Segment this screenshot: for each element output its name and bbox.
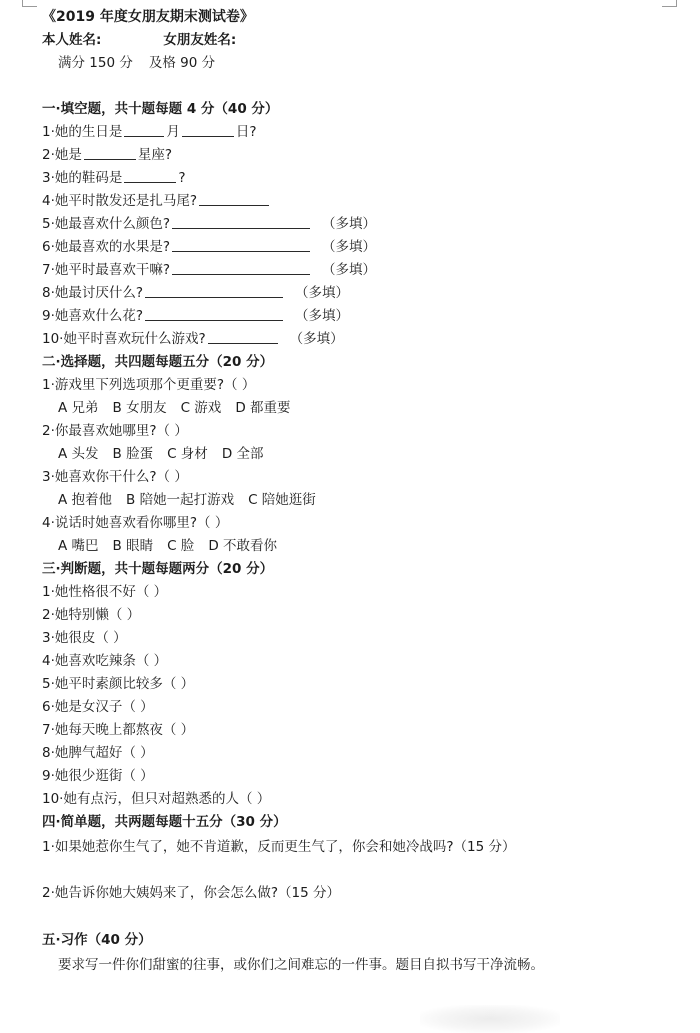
girlfriend-name-label: 女朋友姓名: [163, 32, 237, 48]
fill-question-8: 8·她最讨厌什么? （多填） [42, 285, 350, 301]
choice-options-4 [58, 537, 291, 555]
answer-blank[interactable] [172, 238, 310, 252]
option-c[interactable]: C 身材 [167, 446, 208, 462]
section3-heading: 三·判断题，共十题每题两分（20 分） [42, 561, 274, 577]
judge-question: 10·她有点污，但只对超熟悉的人（ ） [42, 791, 271, 807]
score-info [58, 54, 215, 72]
judge-question: 1·她性格很不好（ ） [42, 584, 168, 600]
choice-question-4: 4·说话时她喜欢看你哪里?（ ） [42, 515, 229, 531]
fill-question-1: 1·她的生日是 月 日? [42, 124, 257, 140]
option-a[interactable]: A 头发 [58, 446, 99, 462]
answer-blank[interactable] [172, 261, 310, 275]
section5-heading: 五·习作（40 分） [42, 932, 152, 948]
short-question-1: 1·如果她惹你生气了，她不肯道歉，反而更生气了，你会和她冷战吗?（15 分） [42, 839, 516, 855]
judge-question: 8·她脾气超好（ ） [42, 745, 154, 761]
option-c[interactable]: C 脸 [167, 538, 195, 554]
answer-blank[interactable] [172, 215, 310, 229]
option-a[interactable]: A 抱着他 [58, 492, 113, 508]
choice-options-1 [58, 399, 305, 417]
choice-question-3: 3·她喜欢你干什么?（ ） [42, 469, 188, 485]
option-b[interactable]: B 女朋友 [112, 400, 167, 416]
answer-blank[interactable] [145, 284, 283, 298]
option-a[interactable]: A 嘴巴 [58, 538, 99, 554]
name-fields [42, 31, 236, 49]
judge-question: 3·她很皮（ ） [42, 630, 127, 646]
short-question-2: 2·她告诉你她大姨妈来了，你会怎么做?（15 分） [42, 885, 341, 901]
fill-question-4: 4·她平时散发还是扎马尾? [42, 192, 271, 210]
judge-question: 6·她是女汉子（ ） [42, 699, 154, 715]
option-c[interactable]: C 游戏 [180, 400, 222, 416]
fill-question-9: 9·她喜欢什么花? （多填） [42, 308, 350, 324]
exam-title: 《2019 年度女朋友期末测试卷》 [42, 9, 254, 25]
choice-question-1: 1·游戏里下列选项那个更重要?（ ） [42, 377, 256, 393]
option-c[interactable]: C 陪她逛街 [248, 492, 316, 508]
answer-blank[interactable] [124, 169, 176, 183]
fill-question-7: 7·她平时最喜欢干嘛? （多填） [42, 262, 377, 278]
section1-heading: 一·填空题，共十题每题 4 分（40 分） [42, 101, 279, 117]
answer-blank[interactable] [124, 123, 164, 137]
option-d[interactable]: D 都重要 [235, 400, 291, 416]
option-b[interactable]: B 眼睛 [112, 538, 154, 554]
pass-score: 及格 90 分 [148, 55, 216, 71]
choice-options-2 [58, 445, 278, 463]
fill-question-6: 6·她最喜欢的水果是? （多填） [42, 239, 377, 255]
answer-blank[interactable] [208, 330, 278, 344]
page-corner-mark-right [662, 0, 677, 7]
option-b[interactable]: B 脸蛋 [112, 446, 154, 462]
judge-question: 9·她很少逛街（ ） [42, 768, 154, 784]
fill-question-3: 3·她的鞋码是 ? [42, 170, 186, 186]
page-corner-mark-left [22, 0, 37, 7]
judge-question: 7·她每天晚上都熬夜（ ） [42, 722, 195, 738]
section2-heading: 二·选择题，共四题每题五分（20 分） [42, 354, 274, 370]
fill-question-2: 2·她是 星座? [42, 147, 173, 163]
full-score: 满分 150 分 [58, 55, 133, 71]
scan-smudge [420, 1005, 560, 1033]
judge-question: 5·她平时素颜比较多（ ） [42, 676, 195, 692]
judge-question: 4·她喜欢吃辣条（ ） [42, 653, 168, 669]
choice-question-2: 2·你最喜欢她哪里?（ ） [42, 423, 188, 439]
essay-instruction: 要求写一件你们甜蜜的往事，或你们之间难忘的一件事。题目自拟书写干净流畅。 [58, 957, 544, 973]
option-d[interactable]: D 全部 [221, 446, 264, 462]
answer-blank[interactable] [145, 307, 283, 321]
option-b[interactable]: B 陪她一起打游戏 [126, 492, 235, 508]
answer-blank[interactable] [199, 192, 269, 206]
option-d[interactable]: D 不敢看你 [208, 538, 277, 554]
choice-options-3 [58, 491, 330, 509]
answer-blank[interactable] [182, 123, 234, 137]
fill-question-10: 10·她平时喜欢玩什么游戏? （多填） [42, 331, 344, 347]
fill-question-5: 5·她最喜欢什么颜色? （多填） [42, 216, 377, 232]
my-name-label: 本人姓名: [42, 32, 102, 48]
section4-heading: 四·简单题，共两题每题十五分（30 分） [42, 814, 287, 830]
answer-blank[interactable] [84, 146, 136, 160]
judge-question: 2·她特别懒（ ） [42, 607, 141, 623]
option-a[interactable]: A 兄弟 [58, 400, 99, 416]
